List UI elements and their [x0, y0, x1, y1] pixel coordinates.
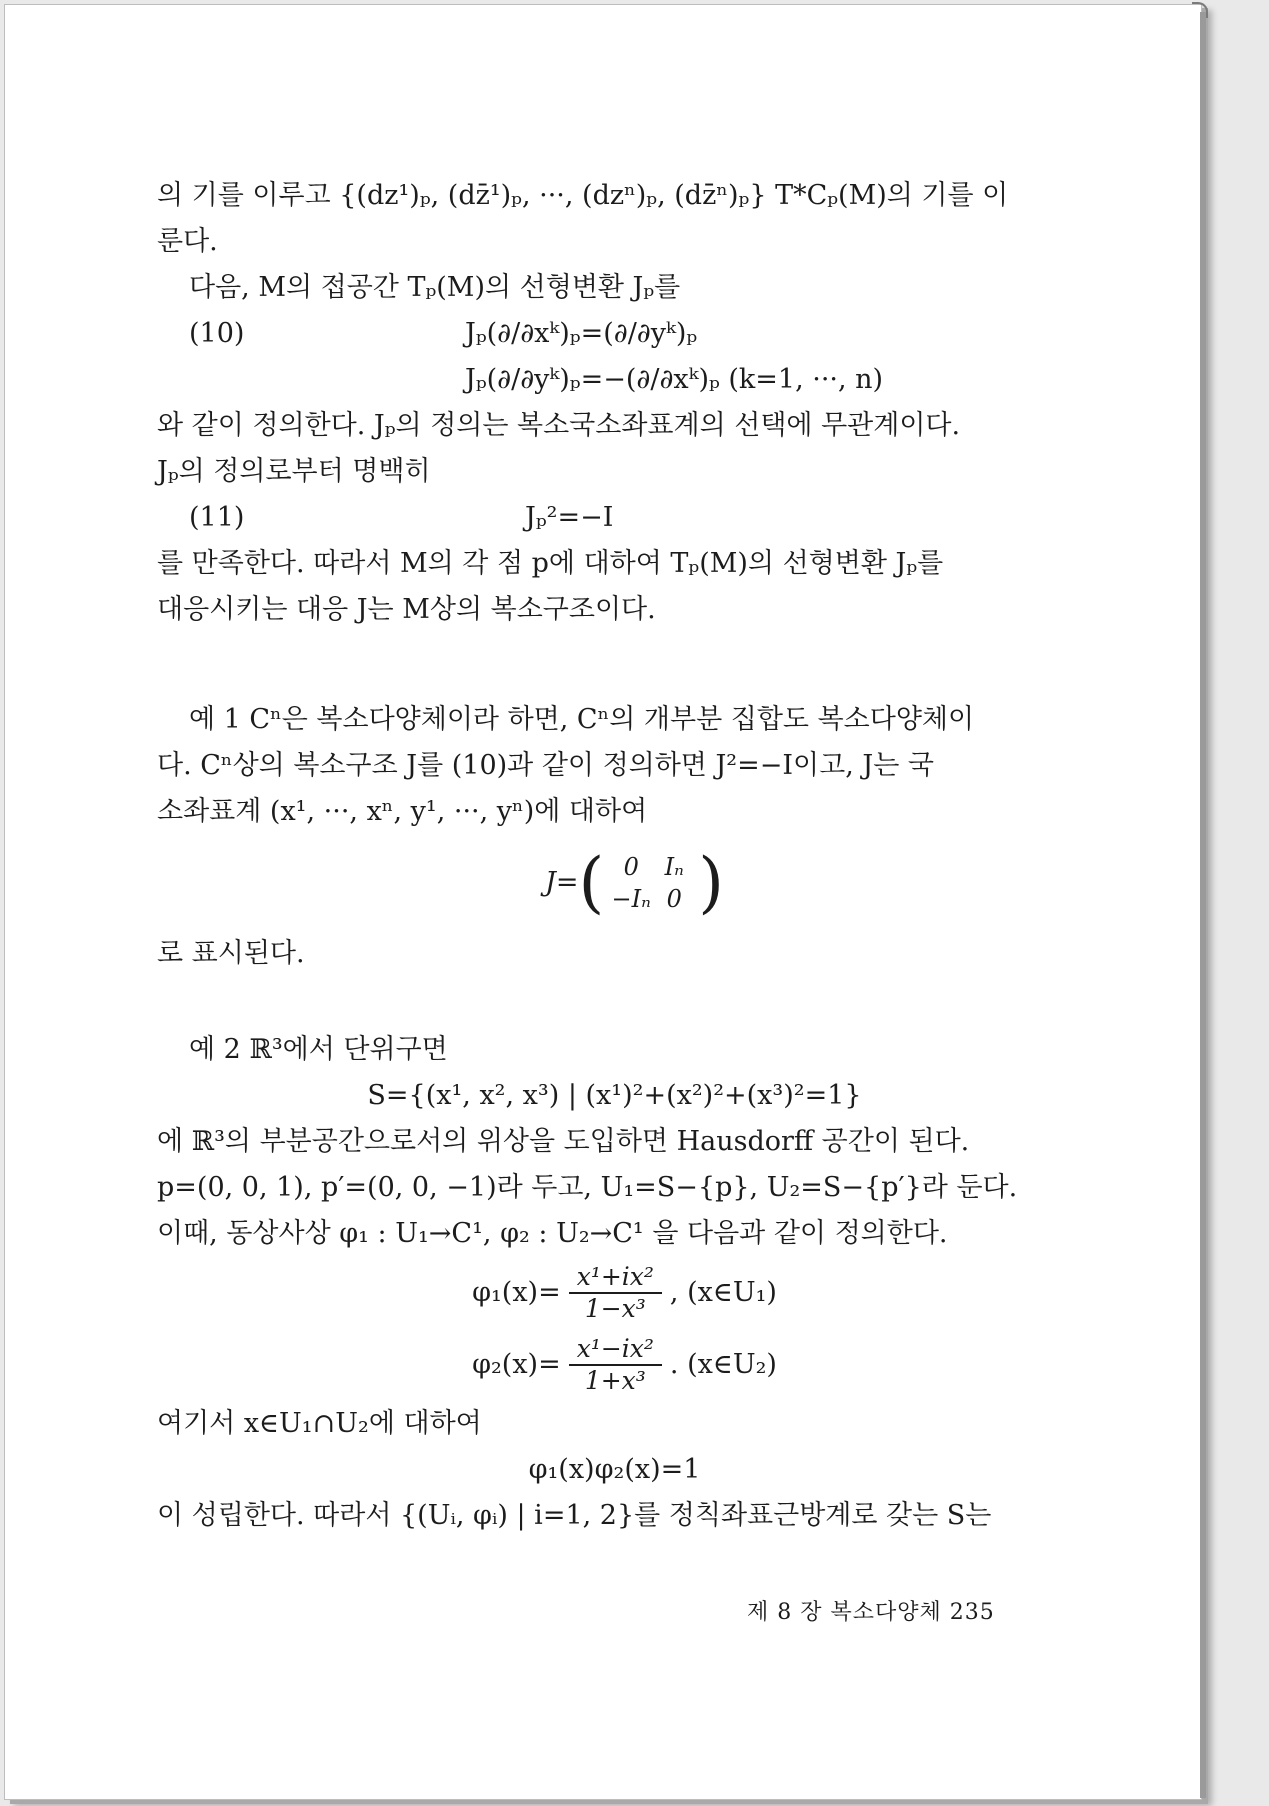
equation-10-row-2 — [157, 357, 1032, 403]
text-line: 이 성립한다. 따라서 {(Uᵢ, φᵢ) | i=1, 2}를 정칙좌표근방계로 갖는 S는 — [157, 1500, 992, 1531]
page-edge-shadow — [1200, 12, 1206, 1798]
matrix-cell: Iₙ — [664, 853, 684, 881]
phi1-denominator: 1−x³ — [584, 1294, 646, 1323]
equation-11: Jₚ²=−I — [525, 502, 614, 533]
phi2-numerator: x¹−ix² — [569, 1334, 662, 1366]
text-line: 다. Cⁿ상의 복소구조 J를 (10)과 같이 정의하면 J²=−I이고, J는 국 — [157, 750, 934, 781]
left-paren-icon: ( — [578, 844, 605, 921]
text-line: 를 만족한다. 따라서 M의 각 점 p에 대하여 Tₚ(M)의 선형변환 Jₚ를 — [157, 548, 944, 579]
phi1-domain: , (x∈U₁) — [669, 1277, 777, 1308]
sphere-equation: S={(x¹, x², x³) | (x¹)²+(x²)²+(x³)²=1} — [367, 1080, 862, 1111]
equation-10b: Jₚ(∂/∂yᵏ)ₚ=−(∂/∂xᵏ)ₚ (k=1, ···, n) — [465, 364, 884, 395]
matrix-body — [604, 851, 698, 915]
text-line: 이때, 동상사상 φ₁ : U₁→C¹, φ₂ : U₂→C¹ 을 다음과 같이 정의한다. — [157, 1218, 948, 1249]
phi2-lhs: φ₂(x)= — [472, 1349, 561, 1380]
page-footer: 제 8 장 복소다양체 235 — [747, 1600, 995, 1625]
phi2-equation — [157, 1329, 1032, 1401]
equation-11-row — [157, 495, 1032, 541]
text-line: p=(0, 0, 1), p′=(0, 0, −1)라 두고, U₁=S−{p}, U₂=S−{p′}라 둔다. — [157, 1172, 1018, 1203]
matrix-cell: 0 — [666, 885, 682, 913]
text-line: 소좌표계 (x¹, ···, xⁿ, y¹, ···, yⁿ)에 대하여 — [157, 796, 648, 827]
phi2-domain: . (x∈U₂) — [669, 1349, 777, 1380]
matrix-cell: 0 — [623, 853, 639, 881]
text-line: 룬다. — [157, 226, 218, 257]
phi1-numerator: x¹+ix² — [569, 1262, 662, 1294]
page-corner-curl-icon — [1192, 2, 1208, 18]
equation-number: (10) — [189, 318, 245, 349]
phi1-equation — [157, 1257, 1032, 1329]
matrix — [545, 844, 724, 921]
matrix-cell: −Iₙ — [611, 885, 651, 913]
text-line: 여기서 x∈U₁∩U₂에 대하여 — [157, 1408, 482, 1439]
equation-number: (11) — [189, 502, 245, 533]
matrix-equation — [157, 835, 1032, 931]
text-line: 와 같이 정의한다. Jₚ의 정의는 복소국소좌표계의 선택에 무관계이다. — [157, 410, 961, 441]
book-page — [4, 4, 1202, 1800]
spacer — [157, 977, 1032, 1027]
spacer — [157, 633, 1032, 697]
example-1-line: 예 1 Cⁿ은 복소다양체이라 하면, Cⁿ의 개부분 집합도 복소다양체이 — [189, 704, 975, 735]
product-equation: φ₁(x)φ₂(x)=1 — [528, 1454, 701, 1485]
equation-10a: Jₚ(∂/∂xᵏ)ₚ=(∂/∂yᵏ)ₚ — [465, 318, 698, 349]
right-paren-icon: ) — [698, 844, 724, 921]
text-line: 다음, M의 접공간 Tₚ(M)의 선형변환 Jₚ를 — [189, 272, 681, 303]
phi1-fraction — [569, 1262, 662, 1324]
text-line: Jₚ의 정의로부터 명백히 — [157, 456, 431, 487]
text-line: 대응시키는 대응 J는 M상의 복소구조이다. — [157, 594, 656, 625]
text-line: 에 ℝ³의 부분공간으로서의 위상을 도입하면 Hausdorff 공간이 된다. — [157, 1126, 970, 1157]
example-2-line: 예 2 ℝ³에서 단위구면 — [189, 1034, 448, 1065]
text-line: 로 표시된다. — [157, 938, 305, 969]
equation-10-row-1 — [157, 311, 1032, 357]
phi2-denominator: 1+x³ — [584, 1366, 646, 1395]
phi1-lhs: φ₁(x)= — [472, 1277, 561, 1308]
page-body — [157, 173, 1032, 1539]
text-line: 의 기를 이루고 {(dz¹)ₚ, (dz̄¹)ₚ, ···, (dzⁿ)ₚ, (dz̄ⁿ)ₚ} T*Cₚ(M)의 기를 이 — [157, 180, 1009, 211]
matrix-lhs: J= — [545, 867, 579, 898]
phi2-fraction — [569, 1334, 662, 1396]
